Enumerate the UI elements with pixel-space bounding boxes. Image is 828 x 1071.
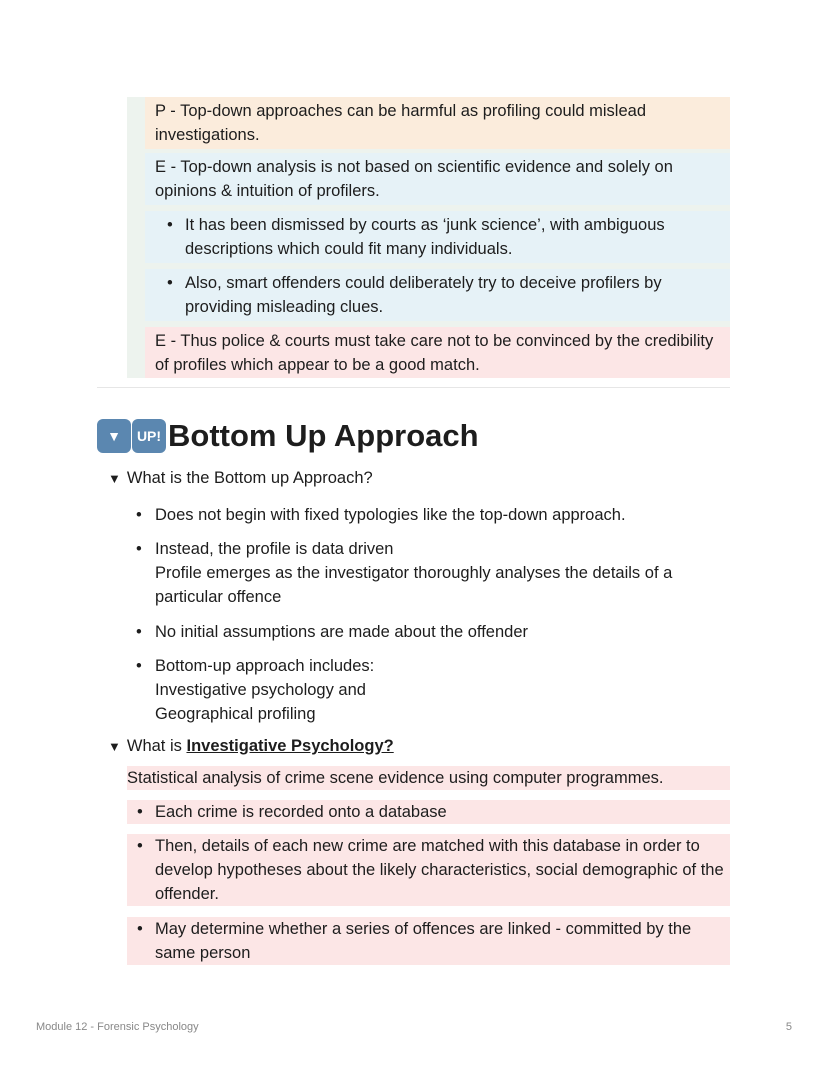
list-item: • No initial assumptions are made about the offender xyxy=(155,620,730,644)
list-item: • Bottom-up approach includes: Investigative psychology and Geographical profiling xyxy=(155,654,730,726)
section-heading xyxy=(97,418,479,454)
list-item: • Instead, the profile is data driven Profile emerges as the investigator thoroughly analyses the details of a particular offence xyxy=(155,537,730,609)
list-item: • Then, details of each new crime are matched with this database in order to develop hypotheses about the likely characteristics, social demographic of the offender. xyxy=(127,834,730,906)
divider xyxy=(97,387,730,388)
explain-block: E - Thus police & courts must take care not to be convinced by the credibility of profiles which appear to be a good match. xyxy=(145,327,730,378)
toggle-arrow-icon[interactable]: ▼ xyxy=(108,471,121,486)
intro-text: Statistical analysis of crime scene evidence using computer programmes. xyxy=(127,766,730,790)
down-arrow-emoji-icon: ▼ xyxy=(97,419,131,453)
evidence-bullet: • It has been dismissed by courts as ‘junk science’, with ambiguous descriptions which could fit many individuals. xyxy=(145,211,730,263)
toggle-label: What is xyxy=(126,737,187,755)
evidence-block: E - Top-down analysis is not based on scientific evidence and solely on opinions & intuition of profilers. xyxy=(145,153,730,205)
page-number: 5 xyxy=(785,1021,792,1033)
point-block: P - Top-down approaches can be harmful as profiling could mislead investigations. xyxy=(145,97,730,149)
investigative-psychology-link[interactable]: Investigative Psychology? xyxy=(186,737,394,755)
heading-title: Bottom Up Approach xyxy=(168,418,479,453)
list-item: • Each crime is recorded onto a database xyxy=(127,800,730,824)
list-item: • May determine whether a series of offences are linked - committed by the same person xyxy=(127,917,730,965)
list-item: • Does not begin with fixed typologies like the top-down approach. xyxy=(155,503,730,527)
up-emoji-icon: UP! xyxy=(132,419,166,453)
toggle-label: What is the Bottom up Approach? xyxy=(126,469,373,487)
toggle-arrow-icon[interactable]: ▼ xyxy=(108,739,121,754)
toggle-bottom-up[interactable] xyxy=(108,469,373,488)
footer-title: Module 12 - Forensic Psychology xyxy=(36,1021,199,1033)
toggle-investigative-psychology[interactable] xyxy=(108,737,394,756)
evidence-bullet: • Also, smart offenders could deliberately try to deceive profilers by providing misleading clues. xyxy=(145,269,730,321)
